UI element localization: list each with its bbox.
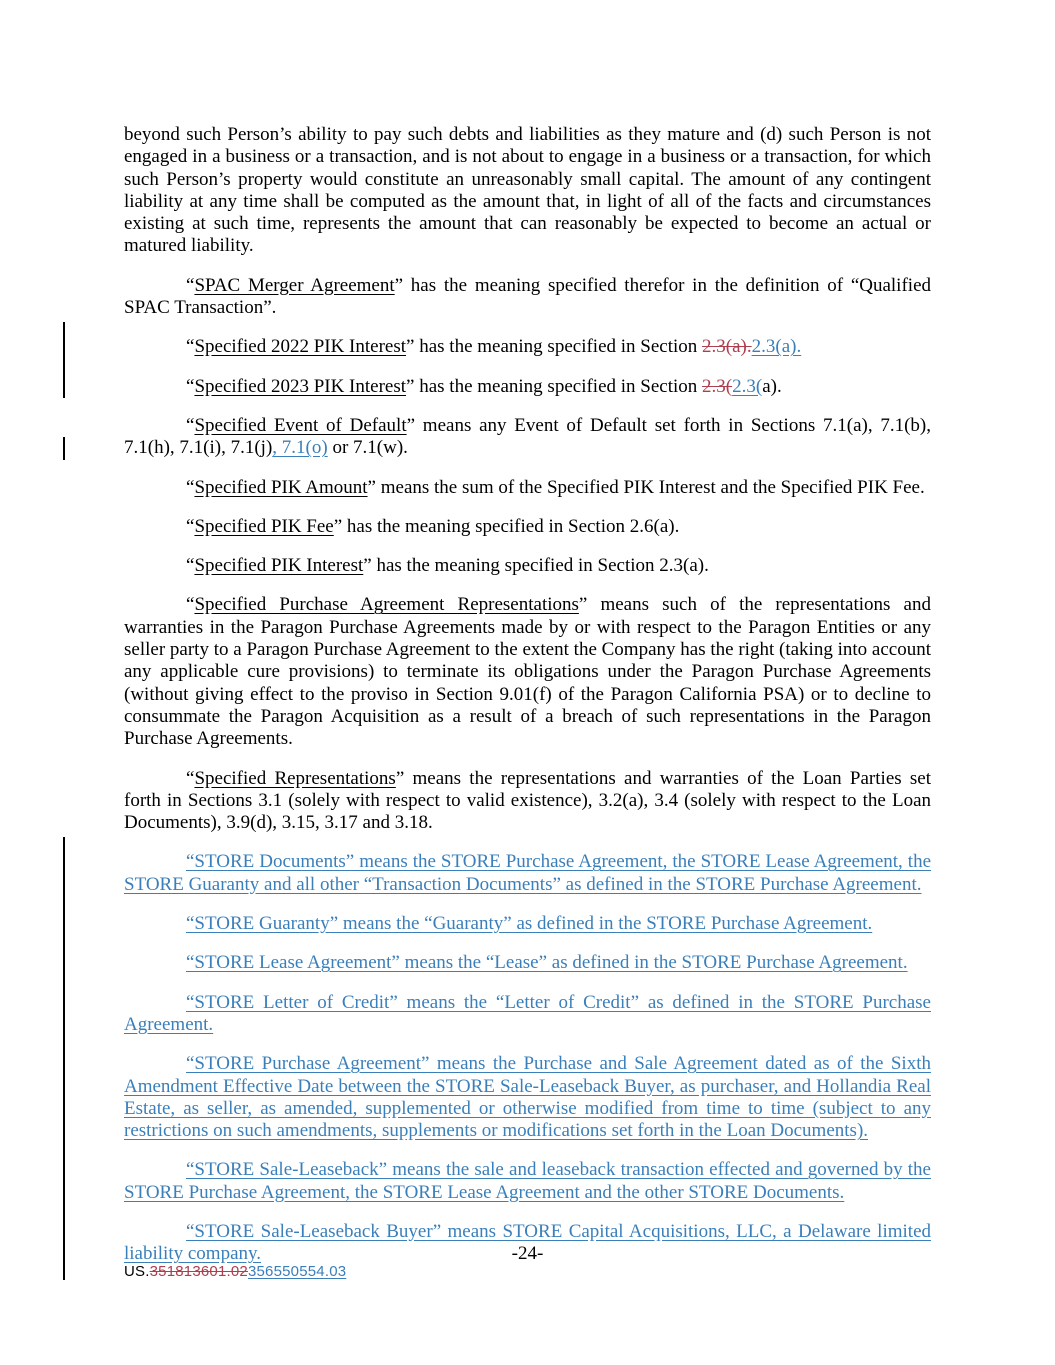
text-run: “	[186, 767, 195, 789]
text-run: ” means any Event of Default set forth in Sections 7.1(a), 7.1(b), 7.1(h), 7.1(i), 7.1(j)	[124, 414, 931, 459]
document-id-footer	[124, 1263, 346, 1280]
text-run: “	[186, 594, 195, 616]
text-run: ” has the meaning specified in Section	[406, 336, 703, 358]
defined-term: Specified 2023 PIK Interest	[194, 375, 407, 397]
text-run: ” means such of the representations and warranties in the Paragon Purchase Agreements made by or with respect to the Paragon Entities or any seller party to a Paragon Purchase Agreement to the extent the Company has the right (taking into account any applicable cure provisions) to terminate its obligations under the Paragon Purchase Agreements (without giving effect to the proviso in Section 9.01(f) of the Paragon California PSA) or to decline to consummate the Paragon Acquisition as a result of a breach of such representations in the Paragon Purchase Agreements.	[124, 594, 931, 750]
text-run: ” has the meaning specified therefor in the definition of “Qualified SPAC Transaction”.	[124, 274, 932, 319]
change-bar	[63, 837, 65, 1265]
text-run: or 7.1(w).	[327, 437, 408, 459]
paragraph	[124, 992, 931, 1037]
paragraph	[124, 851, 931, 896]
inserted-text: “STORE Documents” means the STORE Purchase Agreement, the STORE Lease Agreement, the STORE Guaranty and all other “Transaction Documents” as defined in the STORE Purchase Agreement.	[124, 851, 931, 895]
defined-term: Specified PIK Interest	[194, 555, 364, 577]
paragraph	[124, 415, 931, 460]
paragraph	[124, 768, 931, 835]
text-run: ” means the representations and warranties of the Loan Parties set forth in Sections 3.1 (solely with respect to valid existence), 3.2(a), 3.4 (solely with respect to the Loan Documents), 3.9(d), 3.15, 3.17 and 3.18.	[124, 767, 932, 834]
paragraph	[124, 913, 931, 935]
text-run: “	[186, 375, 195, 397]
text-run: “	[186, 414, 195, 436]
paragraph	[124, 1053, 931, 1142]
text-run: “	[186, 555, 195, 577]
inserted-text: “STORE Sale-Leaseback Buyer” means STORE Capital Acquisitions, LLC, a Delaware limited liability company.	[124, 1220, 931, 1265]
paragraph	[124, 124, 931, 258]
paragraph	[124, 1159, 931, 1204]
inserted-text: “STORE Letter of Credit” means the “Letter of Credit” as defined in the STORE Purchase Agreement.	[124, 991, 931, 1035]
defined-term: Specified PIK Amount	[194, 476, 368, 498]
inserted-text: 2.3(a).	[751, 336, 802, 358]
paragraph	[124, 952, 931, 974]
paragraph	[124, 555, 931, 577]
document-body	[124, 124, 931, 1283]
paragraph	[124, 516, 931, 538]
inserted-text: “STORE Sale-Leaseback” means the sale and leaseback transaction effected and governed by the STORE Purchase Agreement, the STORE Lease Agreement and the other STORE Documents.	[124, 1159, 931, 1203]
page-number: -24-	[511, 1243, 544, 1264]
change-bar	[63, 322, 65, 398]
deleted-text: 351813601.02	[149, 1263, 248, 1280]
inserted-text: “STORE Purchase Agreement” means the Purchase and Sale Agreement dated as of the Sixth Amendment Effective Date between the STORE Sale-Leaseback Buyer, as purchaser, and Hollandia Real Estate, as seller, as amended, supplemented or otherwise modified from time to time (subject to any restrictions on such amendments, supplements or modifications set forth in the Loan Documents).	[124, 1053, 931, 1142]
paragraph	[124, 336, 931, 358]
defined-term: Specified Event of Default	[194, 414, 407, 436]
deleted-text: 2.3(	[702, 375, 733, 397]
text-run: ” has the meaning specified in Section 2.3(a).	[363, 555, 709, 577]
inserted-text: , 7.1(o)	[272, 437, 328, 459]
text-run: ” has the meaning specified in Section 2.6(a).	[333, 515, 680, 537]
footer-prefix: US.	[124, 1263, 150, 1280]
text-run: beyond such Person’s ability to pay such debts and liabilities as they mature and (d) such Person is not engaged in a business or a transaction, and is not about to engage in a business or a transaction, for which such Person’s property would constitute an unreasonably small capital. The amount of any contingent liability at any time shall be computed as the amount that, in light of all of the facts and circumstances existing at such time, represents the amount that can reasonably be expected to become an actual or matured liability.	[124, 124, 931, 257]
text-run: ” means the sum of the Specified PIK Interest and the Specified PIK Fee.	[367, 476, 925, 498]
defined-term: Specified Purchase Agreement Representations	[194, 594, 579, 616]
text-run: “	[186, 274, 195, 296]
text-run: ” has the meaning specified in Section	[406, 375, 703, 397]
defined-term: Specified PIK Fee	[194, 515, 334, 537]
deleted-text: 2.3(a).	[702, 336, 752, 358]
paragraph	[124, 594, 931, 750]
text-run: “	[186, 476, 195, 498]
text-run: a).	[762, 375, 782, 397]
change-bar	[63, 1263, 65, 1280]
text-run: “	[186, 515, 195, 537]
inserted-text: 356550554.03	[247, 1263, 347, 1280]
inserted-text: “STORE Guaranty” means the “Guaranty” as defined in the STORE Purchase Agreement.	[186, 913, 873, 935]
inserted-text: “STORE Lease Agreement” means the “Lease” as defined in the STORE Purchase Agreement.	[186, 952, 908, 974]
paragraph	[124, 376, 931, 398]
inserted-text: 2.3(	[732, 375, 763, 397]
change-bar	[63, 437, 65, 459]
paragraph	[124, 275, 931, 320]
defined-term: Specified Representations	[194, 767, 396, 789]
defined-term: Specified 2022 PIK Interest	[194, 336, 407, 358]
defined-term: SPAC Merger Agreement	[194, 274, 395, 296]
text-run: “	[186, 336, 195, 358]
paragraph	[124, 477, 931, 499]
